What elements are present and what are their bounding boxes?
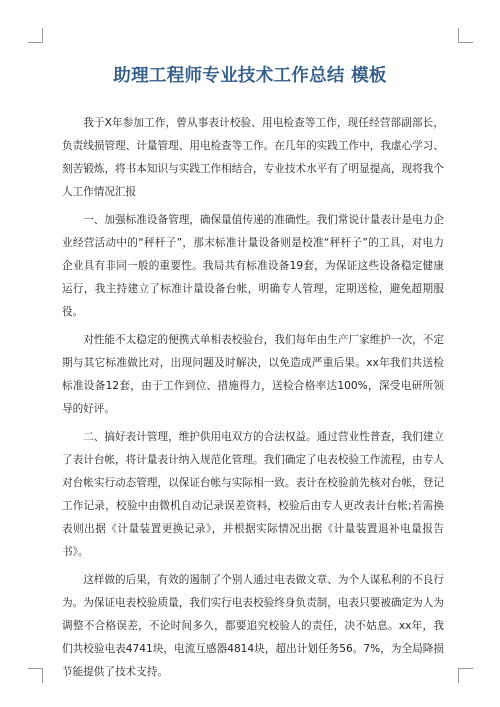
paragraph-meter-management: 二、搞好表计管理，维护供用电双方的合法权益。通过营业性普查，我们建立了表计台帐，将计量表计纳入规范化管理。我们确定了电表校验工作流程，由专人对台帐实行动态管理，以保证台帐与实际相一致。表计在校验前先核对台帐，登记工作记录，校验中由微机自动记录误差资料，校验后由专人更改表计台帐;若需换表则出据《计量装置更换记录》，并根据实际情况出据《计量装置退补电量报告书》。 xyxy=(62,431,444,558)
crop-mark-top-left xyxy=(28,28,43,43)
crop-mark-top-right xyxy=(458,28,473,43)
document-title: 助理工程师专业技术工作总结 模板 xyxy=(113,66,387,86)
document-body xyxy=(62,112,444,684)
crop-mark-bottom-right xyxy=(458,668,473,683)
paragraph-results: 这样做的后果，有效的遏制了个别人通过电表做文章、为个人谋私利的不良行为。为保证电表校验质量，我们实行电表校验终身负责制，电表只要被确定为人为调整不合格误差，不论时间多久，都要追究校验人的责任，决不姑息。xx年，我们共校验电表4741块，电流互感器4814块，超出计划任务56。7%，为全局降损节能提供了技术支持。 xyxy=(62,574,444,678)
paragraph-portable-test-bench: 对性能不太稳定的便携式单相表校验台，我们每年由生产厂家维护一次，不定期与其它标准做比对，出现问题及时解决，以免造成严重后果。xx年我们共送检标准设备12套，由于工作到位、措施得力，送检合格率达100%，深受电研所领导的好评。 xyxy=(62,334,444,415)
paragraph-standard-equipment: 一、加强标准设备管理，确保量值传递的准确性。我们常说计量表计是电力企业经营活动中的“秤杆子”，那末标准计量设备则是校准“秤杆子”的工具，对电力企业具有非同一般的重要性。我局共有标准设备19套，为保证这些设备稳定健康运行，我主持建立了标准计量设备台帐，明确专人管理，定期送检，避免超期服役。 xyxy=(62,214,444,318)
crop-mark-bottom-left xyxy=(28,668,43,683)
paragraph-intro: 我于X年参加工作，曾从事表计校验、用电检查等工作，现任经营部副部长，负责线损管理、计量管理、用电检查等工作。在几年的实践工作中，我虚心学习、刻苦锻炼，将书本知识与实践工作相结合，专业技术水平有了明显提高，现将我个人工作情况汇报 xyxy=(62,117,444,198)
